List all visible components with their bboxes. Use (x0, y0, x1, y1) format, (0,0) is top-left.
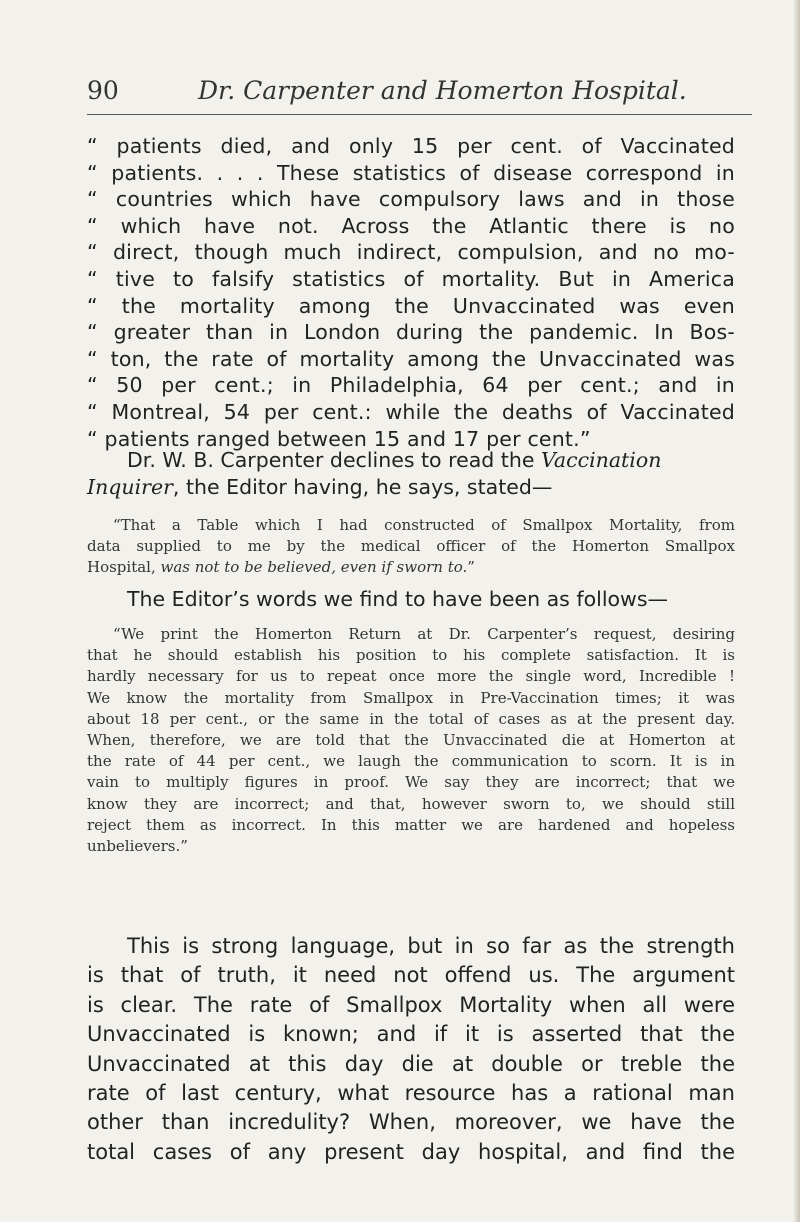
paragraph-carpenter (87, 447, 735, 501)
para3-line: is that of truth, it need not offend us. The argument (87, 963, 735, 988)
small-line: hardly necessary for us to repeat once more the single word, Incredible ! (87, 667, 735, 686)
para2-line: The Editor’s words we find to have been as follows— (127, 587, 668, 611)
para3-line: is clear. The rate of Smallpox Mortality when all were (87, 992, 735, 1017)
small-line: We know the mortality from Smallpox in Pre-Vaccination times; it was (87, 688, 735, 707)
small-line: “That a Table which I had constructed of Smallpox Mortality, from (113, 516, 735, 534)
running-header (87, 76, 727, 110)
page-number: 90 (87, 76, 119, 105)
quote-line: “ which have not. Across the Atlantic there is no (87, 213, 735, 238)
paragraph-strong-language (87, 932, 735, 1167)
editor-quote (87, 624, 735, 857)
carpenter-quote (87, 515, 735, 579)
quoted-passage (87, 133, 735, 452)
quote-line: “ the mortality among the Unvaccinated was even (87, 293, 735, 318)
small-line: vain to multiply figures in proof. We say they are incorrect; that we (87, 773, 735, 792)
small-line: the rate of 44 per cent., we laugh the communication to scorn. It is in (87, 752, 735, 771)
quote-line: “ countries which have compulsory laws and in those (87, 187, 735, 212)
header-rule (87, 114, 752, 115)
para3-line: rate of last century, what resource has a rational man (87, 1081, 735, 1106)
small-line: that he should establish his position to his complete satisfaction. It is (87, 646, 735, 665)
para3-line: other than incredulity? When, moreover, we have the (87, 1110, 735, 1135)
quote-line: “ patients died, and only 15 per cent. of Vaccinated (87, 134, 735, 158)
para1-line1: Dr. W. B. Carpenter declines to read the Vaccination (127, 448, 662, 472)
quote-line: “ Montreal, 54 per cent.: while the deaths of Vaccinated (87, 399, 735, 424)
page-edge-shadow (794, 0, 800, 1222)
small-line: When, therefore, we are told that the Unvaccinated die at Homerton at (87, 731, 735, 750)
running-title: Dr. Carpenter and Homerton Hospital. (198, 76, 687, 105)
quote-line: “ tive to falsify statistics of mortality. But in America (87, 266, 735, 291)
quote-line: “ 50 per cent.; in Philadelphia, 64 per cent.; and in (87, 373, 735, 398)
para3-line: This is strong language, but in so far as the strength (127, 934, 735, 958)
paragraph-editor-words (87, 586, 735, 613)
para3-line: total cases of any present day hospital, and find the (87, 1139, 735, 1164)
quote-line: “ ton, the rate of mortality among the Unvaccinated was (87, 346, 735, 371)
quote-line: “ direct, though much indirect, compulsion, and no mo- (87, 240, 735, 265)
para3-line: Unvaccinated is known; and if it is asserted that the (87, 1022, 735, 1047)
small-line: about 18 per cent., or the same in the total of cases as at the present day. (87, 709, 735, 728)
small-line: unbelievers.” (87, 837, 188, 856)
small-line: reject them as incorrect. In this matter we are hardened and hopeless (87, 815, 735, 834)
small-line: data supplied to me by the medical officer of the Homerton Smallpox (87, 537, 735, 556)
small-line: “We print the Homerton Return at Dr. Carpenter’s request, desiring (113, 625, 735, 643)
para3-line: Unvaccinated at this day die at double or treble the (87, 1051, 735, 1076)
small-line: Hospital, was not to be believed, even if sworn to.” (87, 558, 475, 577)
quote-line: “ greater than in London during the pandemic. In Bos- (87, 320, 735, 345)
quote-line: “ patients. . . . These statistics of disease correspond in (87, 160, 735, 185)
para1-line2: Inquirer, the Editor having, he says, stated— (87, 475, 553, 499)
quote-line: “ patients ranged between 15 and 17 per cent.” (87, 426, 591, 451)
small-line: know they are incorrect; and that, however sworn to, we should still (87, 794, 735, 813)
